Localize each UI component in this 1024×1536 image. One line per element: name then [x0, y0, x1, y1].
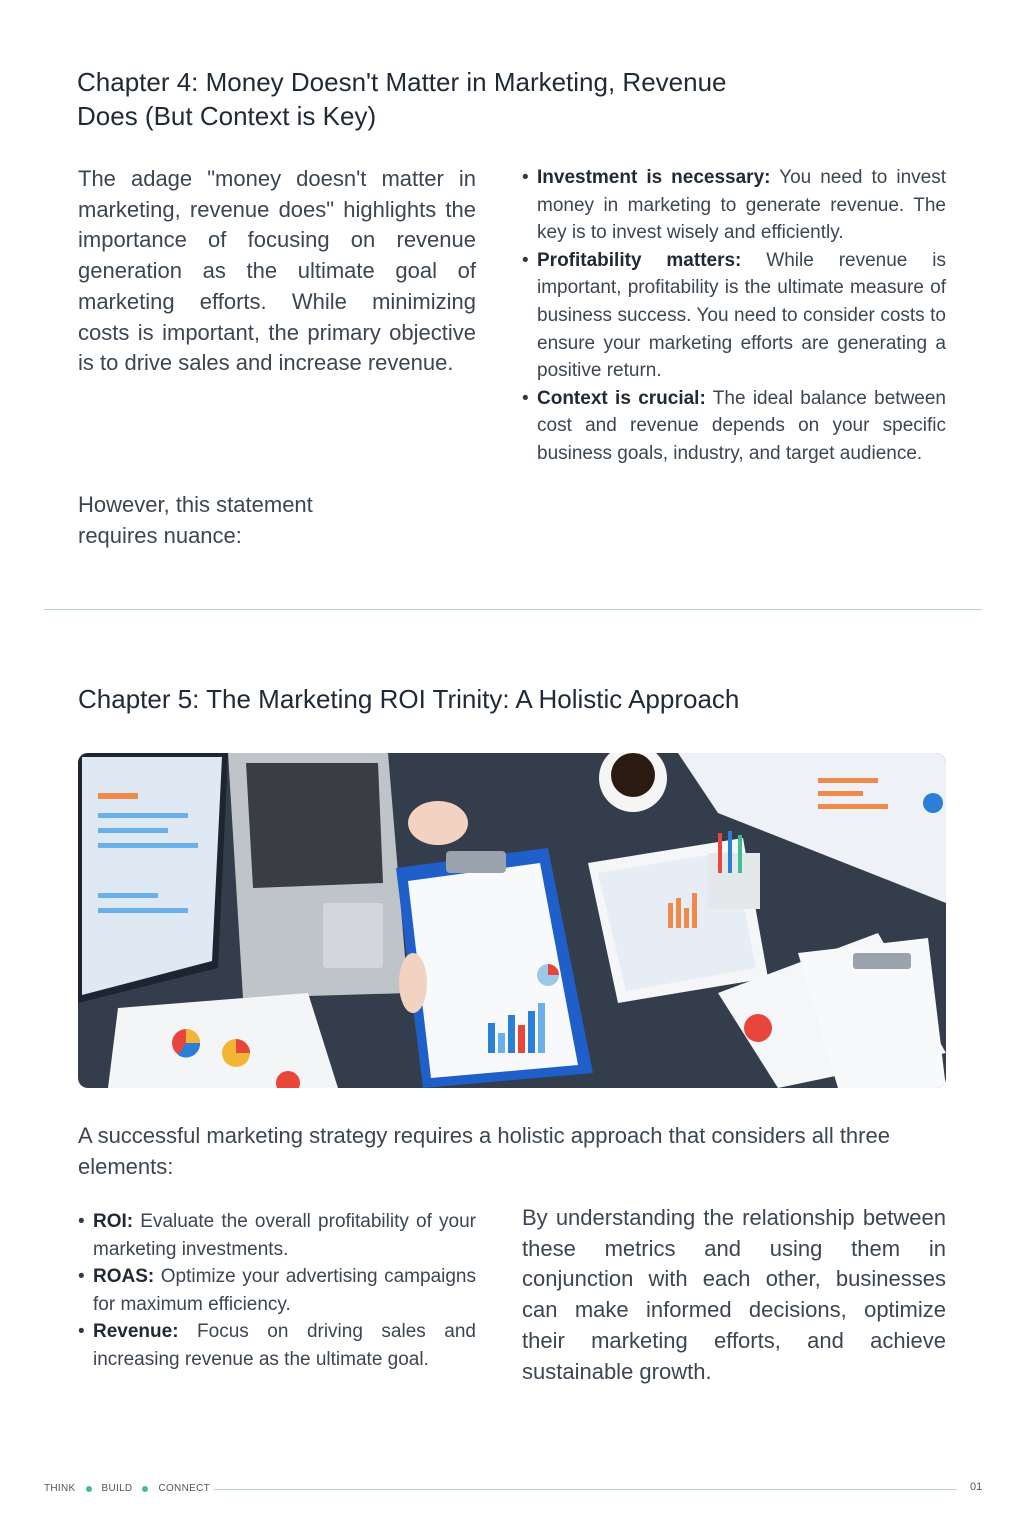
chapter-4-bullet-list: [522, 164, 946, 468]
chapter-4-intro: The adage "money doesn't matter in marketing, revenue does" highlights the importance of focusing on revenue generation as the ultimate goal of marketing efforts. While minimizing costs is important, the primary objective is to drive sales and increase revenue.: [78, 166, 476, 376]
chapter-4-title-line-1: Chapter 4: Money Doesn't Matter in Marketing, Revenue: [77, 67, 727, 97]
footer-dot-icon: [86, 1486, 92, 1492]
bullet-text: You need to invest money in marketing to generate revenue. The key is to invest wisely and efficiently.: [537, 167, 946, 244]
bullet-term: ROI:: [93, 1211, 134, 1232]
chapter-4-title: [77, 65, 877, 133]
list-item: [522, 385, 946, 468]
chapter-5-intro: A successful marketing strategy requires a holistic approach that considers all three elements:: [78, 1123, 890, 1179]
list-item: [78, 1263, 476, 1318]
footer-rule: [214, 1489, 957, 1490]
bullet-text: Evaluate the overall profitability of your marketing investments.: [93, 1211, 476, 1260]
section-divider: [44, 609, 982, 610]
list-item: [78, 1208, 476, 1263]
footer-word-think: THINK: [44, 1483, 76, 1494]
footer-dot-icon: [142, 1486, 148, 1492]
chapter-4-title-line-2: Does (But Context is Key): [77, 101, 377, 131]
bullet-term: Context is crucial:: [537, 387, 706, 409]
bullet-term: Investment is necessary:: [537, 167, 771, 188]
bullet-term: Profitability matters:: [537, 249, 742, 271]
chapter-5-conclusion: By understanding the relationship between these metrics and using them in conjunction with each other, businesses can make informed decisions, optimize their marketing efforts, and achieve sustainable growth.: [522, 1205, 946, 1384]
footer-word-connect: CONNECT: [158, 1483, 210, 1494]
chapter-5-title: Chapter 5: The Marketing ROI Trinity: A Holistic Approach: [78, 684, 740, 714]
bullet-text: Optimize your advertising campaigns for maximum efficiency.: [93, 1266, 476, 1315]
bullet-term: ROAS:: [93, 1266, 155, 1288]
chapter-4-nuance: However, this statement requires nuance:: [78, 492, 313, 548]
page-footer: [44, 1483, 210, 1494]
bullet-term: Revenue:: [93, 1321, 179, 1343]
list-item: [522, 247, 946, 385]
list-item: [522, 164, 946, 247]
chapter-5-bullet-list: [78, 1208, 476, 1374]
bullet-text: Focus on driving sales and increasing revenue as the ultimate goal.: [93, 1321, 476, 1370]
page-number: 01: [970, 1481, 983, 1493]
footer-word-build: BUILD: [101, 1483, 133, 1494]
bullet-text: The ideal balance between cost and revenue depends on your specific business goals, industry, and target audience.: [537, 387, 946, 464]
bullet-text: While revenue is important, profitability is the ultimate measure of business success. You need to consider costs to ensure your marketing efforts are generating a positive return.: [537, 249, 946, 382]
list-item: [78, 1318, 476, 1373]
marketing-desk-photo: [78, 753, 946, 1088]
